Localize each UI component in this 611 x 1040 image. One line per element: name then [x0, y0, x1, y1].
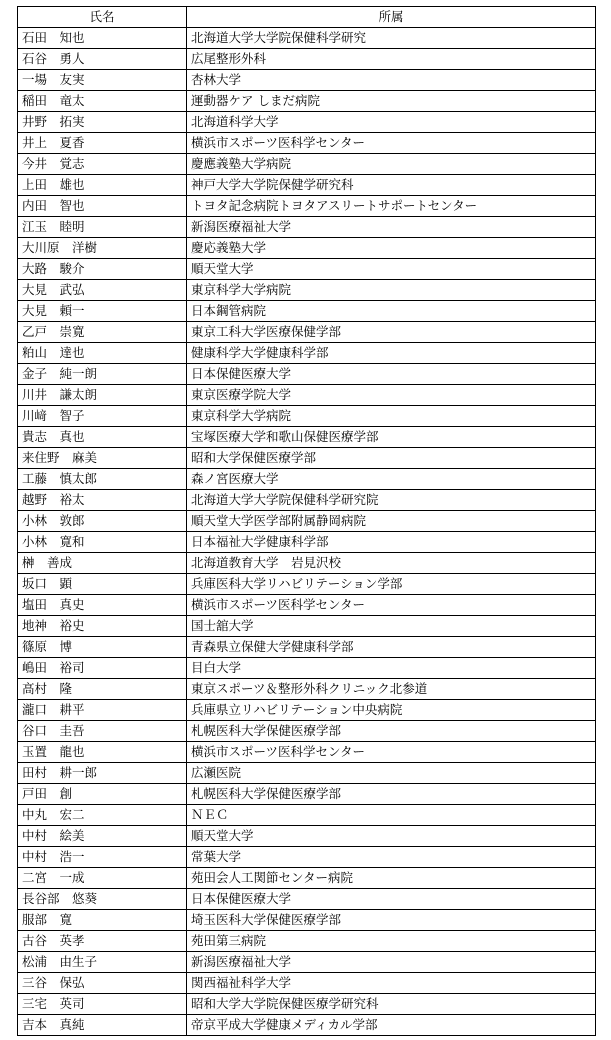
header-row: [18, 7, 596, 28]
member-name-cell: 嶋田 裕司: [18, 658, 187, 679]
member-name-cell: 三谷 保弘: [18, 973, 187, 994]
table-row: [18, 364, 596, 385]
table-row: [18, 427, 596, 448]
table-row: [18, 49, 596, 70]
member-name-cell: 三宅 英司: [18, 994, 187, 1015]
table-row: [18, 700, 596, 721]
table-row: [18, 343, 596, 364]
member-affiliation-cell: 苑田第三病院: [187, 931, 596, 952]
member-affiliation-cell: 日本福祉大学健康科学部: [187, 532, 596, 553]
member-affiliation-cell: 東京医療学院大学: [187, 385, 596, 406]
member-name-cell: 金子 純一朗: [18, 364, 187, 385]
member-affiliation-cell: 日本鋼管病院: [187, 301, 596, 322]
member-affiliation-cell: 順天堂大学: [187, 826, 596, 847]
member-name-cell: 服部 寛: [18, 910, 187, 931]
table-row: [18, 1015, 596, 1036]
member-affiliation-cell: 北海道大学大学院保健科学研究院: [187, 490, 596, 511]
table-row: [18, 322, 596, 343]
member-name-cell: 坂口 顕: [18, 574, 187, 595]
member-affiliation-cell: 札幌医科大学保健医療学部: [187, 721, 596, 742]
table-row: [18, 112, 596, 133]
member-name-cell: 塩田 真史: [18, 595, 187, 616]
member-name-cell: 吉本 真純: [18, 1015, 187, 1036]
member-affiliation-cell: 埼玉医科大学保健医療学部: [187, 910, 596, 931]
table-row: [18, 238, 596, 259]
member-affiliation-cell: 東京工科大学医療保健学部: [187, 322, 596, 343]
member-affiliation-cell: 東京スポーツ＆整形外科クリニック北参道: [187, 679, 596, 700]
member-affiliation-cell: 横浜市スポーツ医科学センター: [187, 742, 596, 763]
member-name-cell: 田村 耕一郎: [18, 763, 187, 784]
table-row: [18, 91, 596, 112]
table-row: [18, 973, 596, 994]
member-name-cell: 川﨑 智子: [18, 406, 187, 427]
table-row: [18, 553, 596, 574]
member-name-cell: 一場 友実: [18, 70, 187, 91]
member-name-cell: 乙戸 崇寛: [18, 322, 187, 343]
table-row: [18, 847, 596, 868]
table-row: [18, 595, 596, 616]
table-row: [18, 910, 596, 931]
table-row: [18, 280, 596, 301]
member-name-cell: 大見 武弘: [18, 280, 187, 301]
member-affiliation-cell: 運動器ケア しまだ病院: [187, 91, 596, 112]
member-name-cell: 川井 謙太朗: [18, 385, 187, 406]
member-affiliation-cell: 慶応義塾大学: [187, 238, 596, 259]
member-name-cell: 粕山 達也: [18, 343, 187, 364]
table-row: [18, 448, 596, 469]
member-name-cell: 内田 智也: [18, 196, 187, 217]
table-row: [18, 511, 596, 532]
table-row: [18, 679, 596, 700]
member-affiliation-cell: 関西福祉科学大学: [187, 973, 596, 994]
member-name-cell: 小林 敦郎: [18, 511, 187, 532]
table-row: [18, 217, 596, 238]
name-column-header: 氏名: [18, 7, 187, 28]
member-affiliation-cell: 広尾整形外科: [187, 49, 596, 70]
member-affiliation-cell: 横浜市スポーツ医科学センター: [187, 133, 596, 154]
member-name-cell: 大見 頼一: [18, 301, 187, 322]
table-row: [18, 70, 596, 91]
table-row: [18, 196, 596, 217]
member-affiliation-cell: 北海道教育大学 岩見沢校: [187, 553, 596, 574]
member-name-cell: 工藤 慎太郎: [18, 469, 187, 490]
table-row: [18, 154, 596, 175]
member-affiliation-cell: 苑田会人工関節センター病院: [187, 868, 596, 889]
member-name-cell: 上田 雄也: [18, 175, 187, 196]
table-row: [18, 994, 596, 1015]
table-row: [18, 889, 596, 910]
table-row: [18, 490, 596, 511]
member-name-cell: 長谷部 悠葵: [18, 889, 187, 910]
member-name-cell: 谷口 圭吾: [18, 721, 187, 742]
member-name-cell: 今井 覚志: [18, 154, 187, 175]
member-affiliation-cell: 杏林大学: [187, 70, 596, 91]
table-row: [18, 658, 596, 679]
member-affiliation-cell: 新潟医療福祉大学: [187, 217, 596, 238]
table-row: [18, 805, 596, 826]
member-name-cell: 高村 隆: [18, 679, 187, 700]
member-affiliation-cell: 昭和大学大学院保健医療学研究科: [187, 994, 596, 1015]
table-row: [18, 259, 596, 280]
member-affiliation-cell: 帝京平成大学健康メディカル学部: [187, 1015, 596, 1036]
table-row: [18, 28, 596, 49]
member-affiliation-cell: 宝塚医療大学和歌山保健医療学部: [187, 427, 596, 448]
member-affiliation-cell: 北海道大学大学院保健科学研究: [187, 28, 596, 49]
member-affiliation-cell: 国士舘大学: [187, 616, 596, 637]
table-row: [18, 784, 596, 805]
table-header: [18, 7, 596, 28]
member-name-cell: 来住野 麻美: [18, 448, 187, 469]
table-row: [18, 133, 596, 154]
table-row: [18, 763, 596, 784]
member-affiliation-cell: 横浜市スポーツ医科学センター: [187, 595, 596, 616]
member-name-cell: 玉置 龍也: [18, 742, 187, 763]
member-affiliation-cell: 日本保健医療大学: [187, 889, 596, 910]
member-name-cell: 中村 絵美: [18, 826, 187, 847]
table-row: [18, 301, 596, 322]
table-row: [18, 721, 596, 742]
member-affiliation-cell: 順天堂大学: [187, 259, 596, 280]
member-name-cell: 貴志 真也: [18, 427, 187, 448]
member-affiliation-cell: 札幌医科大学保健医療学部: [187, 784, 596, 805]
member-name-cell: 瀧口 耕平: [18, 700, 187, 721]
member-name-cell: 稲田 竜太: [18, 91, 187, 112]
member-affiliation-cell: 慶應義塾大学病院: [187, 154, 596, 175]
member-affiliation-cell: 北海道科学大学: [187, 112, 596, 133]
table-row: [18, 637, 596, 658]
member-affiliation-cell: 兵庫医科大学リハビリテーション学部: [187, 574, 596, 595]
table-row: [18, 868, 596, 889]
member-affiliation-cell: 東京科学大学病院: [187, 406, 596, 427]
table-row: [18, 574, 596, 595]
member-affiliation-cell: 常葉大学: [187, 847, 596, 868]
member-affiliation-cell: 健康科学大学健康科学部: [187, 343, 596, 364]
member-affiliation-cell: 日本保健医療大学: [187, 364, 596, 385]
member-name-cell: 中丸 宏二: [18, 805, 187, 826]
table-body: [18, 28, 596, 1036]
member-name-cell: 松浦 由生子: [18, 952, 187, 973]
member-affiliation-cell: 兵庫県立リハビリテーション中央病院: [187, 700, 596, 721]
member-name-cell: 戸田 創: [18, 784, 187, 805]
member-name-cell: 篠原 博: [18, 637, 187, 658]
member-name-cell: 榊 善成: [18, 553, 187, 574]
table-row: [18, 826, 596, 847]
table-row: [18, 952, 596, 973]
member-affiliation-cell: 青森県立保健大学健康科学部: [187, 637, 596, 658]
member-name-cell: 古谷 英孝: [18, 931, 187, 952]
member-affiliation-cell: 新潟医療福祉大学: [187, 952, 596, 973]
member-name-cell: 大路 駿介: [18, 259, 187, 280]
table-row: [18, 616, 596, 637]
member-name-cell: 江玉 睦明: [18, 217, 187, 238]
member-name-cell: 井野 拓実: [18, 112, 187, 133]
table-row: [18, 406, 596, 427]
table-row: [18, 175, 596, 196]
affiliation-column-header: 所属: [187, 7, 596, 28]
member-name-cell: 地神 裕史: [18, 616, 187, 637]
member-name-cell: 石谷 勇人: [18, 49, 187, 70]
table-row: [18, 931, 596, 952]
member-affiliation-cell: 広瀬医院: [187, 763, 596, 784]
member-table: [17, 6, 596, 1036]
table-row: [18, 532, 596, 553]
table-row: [18, 742, 596, 763]
member-affiliation-cell: 森ノ宮医療大学: [187, 469, 596, 490]
member-name-cell: 二宮 一成: [18, 868, 187, 889]
member-affiliation-cell: 順天堂大学医学部附属静岡病院: [187, 511, 596, 532]
member-name-cell: 井上 夏香: [18, 133, 187, 154]
member-affiliation-cell: 目白大学: [187, 658, 596, 679]
table-row: [18, 385, 596, 406]
member-affiliation-cell: トヨタ記念病院トヨタアスリートサポートセンター: [187, 196, 596, 217]
member-name-cell: 越野 裕太: [18, 490, 187, 511]
member-name-cell: 小林 寛和: [18, 532, 187, 553]
member-affiliation-cell: 東京科学大学病院: [187, 280, 596, 301]
table-row: [18, 469, 596, 490]
member-affiliation-cell: 神戸大学大学院保健学研究科: [187, 175, 596, 196]
member-name-cell: 大川原 洋樹: [18, 238, 187, 259]
member-affiliation-cell: ＮＥＣ: [187, 805, 596, 826]
member-name-cell: 中村 浩一: [18, 847, 187, 868]
member-name-cell: 石田 知也: [18, 28, 187, 49]
member-affiliation-cell: 昭和大学保健医療学部: [187, 448, 596, 469]
